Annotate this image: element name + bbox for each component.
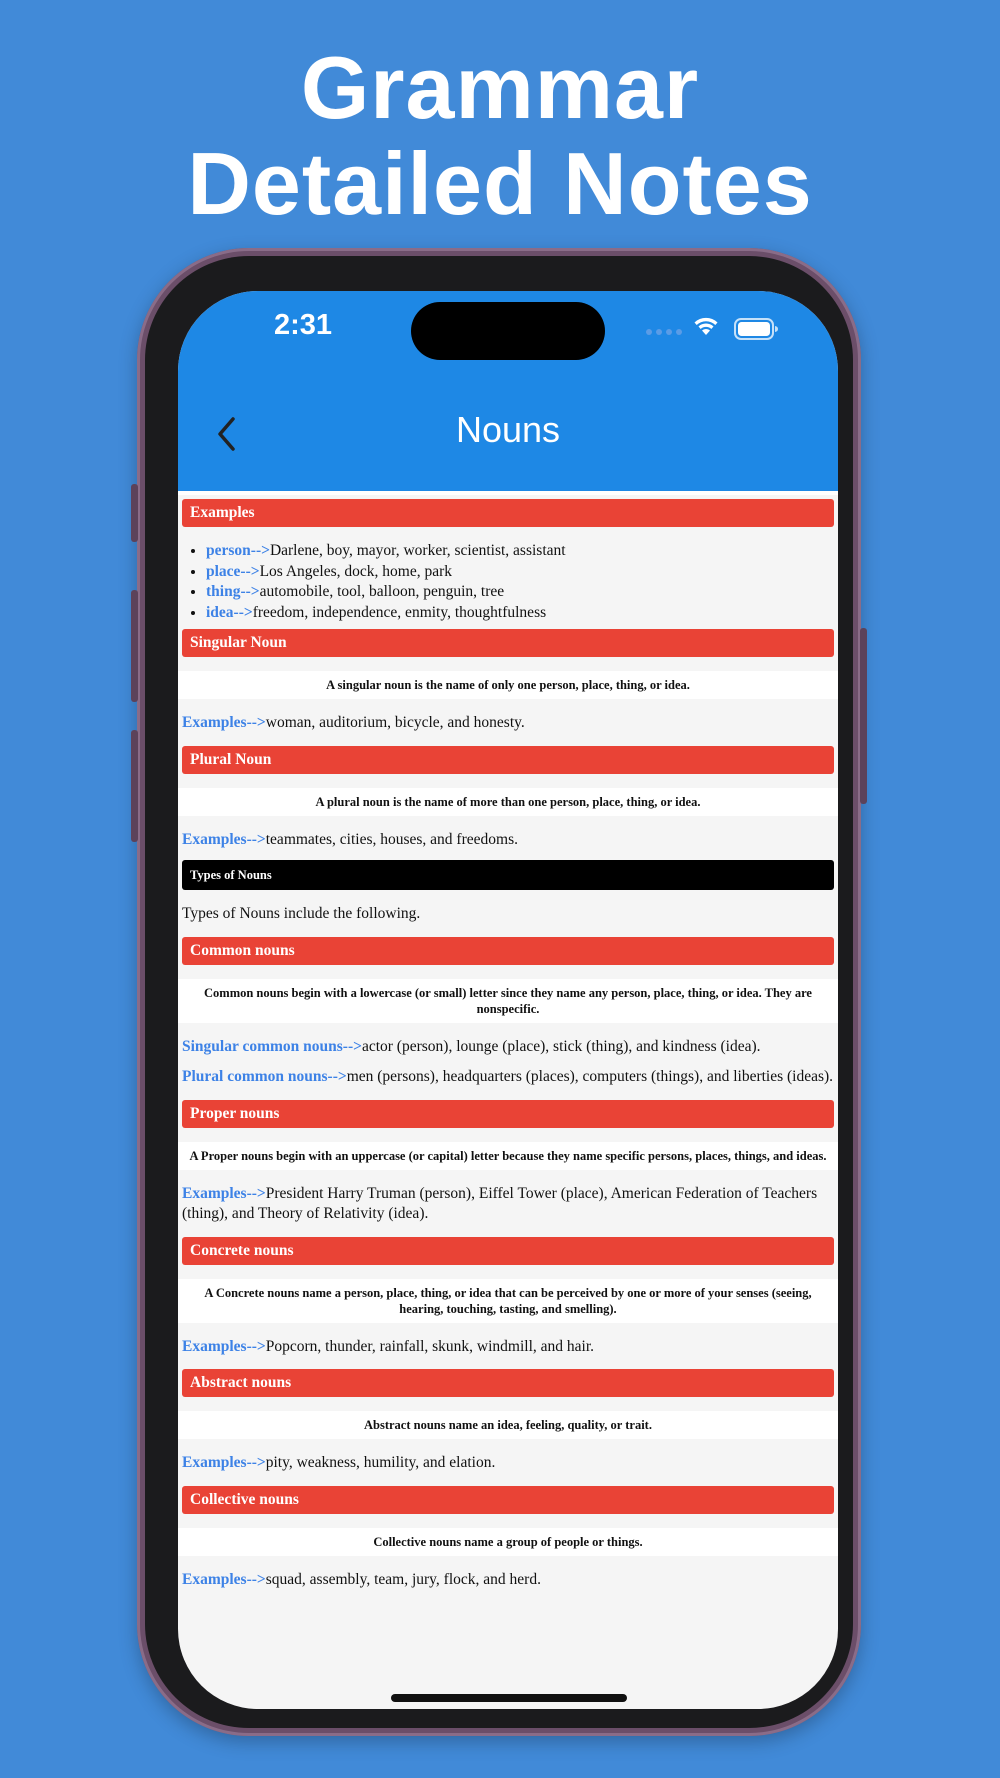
example-text: automobile, tool, balloon, penguin, tree xyxy=(259,583,505,600)
example-label: thing--> xyxy=(206,583,260,600)
example-line xyxy=(182,1337,834,1358)
section-heading-abstract-nouns: Abstract nouns xyxy=(182,1369,834,1397)
section-heading-proper-nouns: Proper nouns xyxy=(182,1100,834,1128)
example-text: actor (person), lounge (place), stick (thing), and kindness (idea). xyxy=(361,1037,761,1055)
example-label: Examples--> xyxy=(182,1570,266,1588)
example-label: Examples--> xyxy=(182,1337,266,1355)
phone-bezel xyxy=(145,256,853,1728)
definition-box: A Concrete nouns name a person, place, thing, or idea that can be perceived by one or more of your senses (seeing, hearing, touching, tasting, and smelling). xyxy=(178,1279,838,1323)
phone-frame xyxy=(137,248,861,1736)
definition-box: Collective nouns name a group of people or things. xyxy=(178,1528,838,1556)
example-text: squad, assembly, team, jury, flock, and herd. xyxy=(265,1570,541,1588)
example-line xyxy=(182,1453,834,1474)
example-text: woman, auditorium, bicycle, and honesty. xyxy=(265,714,525,731)
promo-title xyxy=(0,40,1000,232)
example-label: Examples--> xyxy=(182,714,266,731)
action-button xyxy=(131,484,138,542)
example-text: Darlene, boy, mayor, worker, scientist, assistant xyxy=(269,542,566,559)
power-button xyxy=(860,628,867,804)
list-item xyxy=(206,541,838,562)
notes-content xyxy=(178,495,838,1590)
section-heading-singular-noun: Singular Noun xyxy=(182,629,834,657)
list-item xyxy=(206,582,838,603)
examples-list xyxy=(178,541,838,623)
example-line xyxy=(182,1067,834,1088)
list-item xyxy=(206,603,838,624)
section-heading-common-nouns: Common nouns xyxy=(182,937,834,965)
home-indicator[interactable] xyxy=(391,1694,627,1702)
example-label: Plural common nouns--> xyxy=(182,1068,347,1085)
section-heading-plural-noun: Plural Noun xyxy=(182,746,834,774)
promo-title-line-1: Grammar xyxy=(300,38,700,137)
definition-box: A Proper nouns begin with an uppercase (or capital) letter because they name specific persons, places, things, and ideas. xyxy=(178,1142,838,1170)
definition-box: Common nouns begin with a lowercase (or small) letter since they name any person, place, thing, or idea. They are nonspecific. xyxy=(178,979,838,1023)
section-heading-collective-nouns: Collective nouns xyxy=(182,1486,834,1514)
dynamic-island xyxy=(411,302,605,360)
example-label: Singular common nouns--> xyxy=(182,1037,362,1055)
example-line xyxy=(182,1184,834,1225)
example-text: Los Angeles, dock, home, park xyxy=(259,562,453,580)
example-line xyxy=(182,1570,834,1591)
example-label: place--> xyxy=(206,562,260,580)
example-text: Popcorn, thunder, rainfall, skunk, windmill, and hair. xyxy=(265,1337,595,1355)
example-text: pity, weakness, humility, and elation. xyxy=(265,1454,496,1471)
example-label: Examples--> xyxy=(182,1454,266,1471)
example-label: idea--> xyxy=(206,603,253,621)
status-time: 2:31 xyxy=(274,309,333,341)
promo-title-line-2: Detailed Notes xyxy=(187,134,813,233)
page-title: Nouns xyxy=(455,409,561,450)
definition-box: A singular noun is the name of only one person, place, thing, or idea. xyxy=(178,671,838,699)
example-text: freedom, independence, enmity, thoughtfulness xyxy=(252,603,547,621)
example-line xyxy=(182,1037,834,1058)
section-heading-types-of-nouns: Types of Nouns xyxy=(182,860,834,890)
section-heading-examples: Examples xyxy=(182,499,834,527)
example-label: Examples--> xyxy=(182,1184,266,1202)
example-text: President Harry Truman (person), Eiffel Tower (place), American Federation of Teachers (thing), and Theory of Relativity (idea). xyxy=(182,1184,818,1222)
app-screen xyxy=(178,291,838,1709)
example-label: Examples--> xyxy=(182,830,266,848)
example-line xyxy=(182,713,834,734)
battery-icon xyxy=(734,318,780,345)
types-intro: Types of Nouns include the following. xyxy=(182,905,421,922)
example-label: person--> xyxy=(206,542,270,559)
example-line xyxy=(182,830,834,851)
volume-down-button xyxy=(131,730,138,842)
volume-up-button xyxy=(131,590,138,702)
example-text: men (persons), headquarters (places), computers (things), and liberties (ideas). xyxy=(346,1068,834,1085)
definition-box: Abstract nouns name an idea, feeling, quality, or trait. xyxy=(178,1411,838,1439)
wifi-icon xyxy=(692,315,720,342)
section-heading-concrete-nouns: Concrete nouns xyxy=(182,1237,834,1265)
cellular-signal-icon xyxy=(646,329,682,335)
app-header xyxy=(178,291,838,491)
list-item xyxy=(206,562,838,583)
definition-box: A plural noun is the name of more than one person, place, thing, or idea. xyxy=(178,788,838,816)
example-text: teammates, cities, houses, and freedoms. xyxy=(265,830,518,848)
